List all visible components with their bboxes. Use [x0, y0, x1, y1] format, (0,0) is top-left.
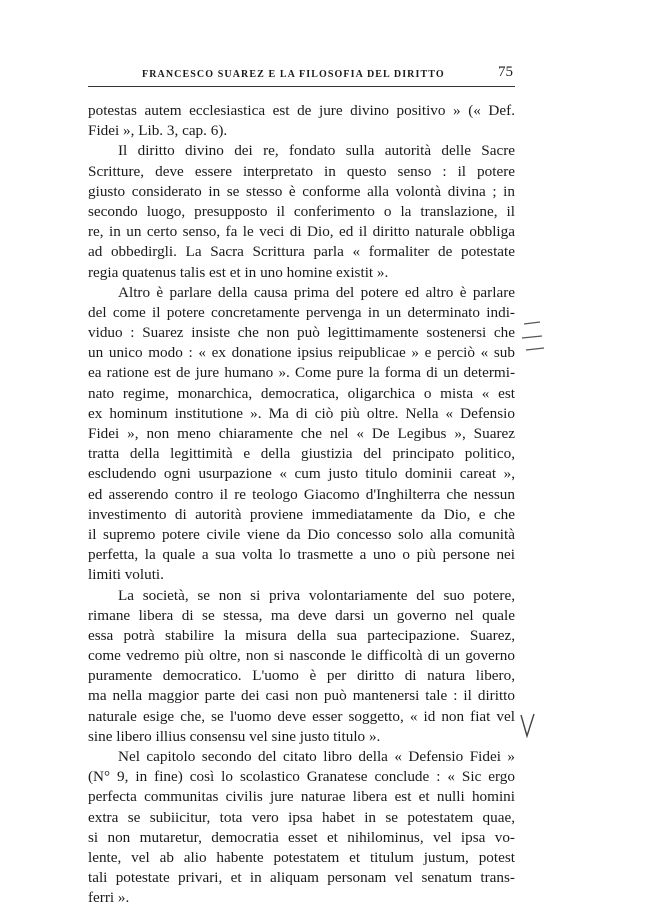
- text-line: un unico modo : « ex donatione ipsius reipublicae » e perciò « sub: [88, 344, 515, 362]
- text-line: giusto considerato in se stesso è conforme alla volontà divina ; in: [88, 182, 515, 200]
- text-line: ex hominum institutione ». Ma di ciò più oltre. Nella « Defensio: [88, 404, 515, 422]
- text-line: Il diritto divino dei re, fondato sulla autorità delle Sacre: [118, 142, 515, 160]
- text-line: essa potrà stabilire la misura della sua partecipazione. Suarez,: [88, 626, 515, 644]
- text-line: limiti voluti.: [88, 566, 164, 584]
- text-line: Nel capitolo secondo del citato libro della « Defensio Fidei »: [118, 748, 515, 765]
- text-line: il supremo potere civile viene da Dio concesso solo alla comunità: [88, 525, 515, 543]
- running-title: FRANCESCO SUAREZ E LA FILOSOFIA DEL DIRITTO: [142, 69, 445, 80]
- text-line: (N° 9, in fine) così lo scolastico Granatese conclude : « Sic ergo: [88, 768, 515, 786]
- text-line: Fidei », Lib. 3, cap. 6).: [88, 122, 228, 140]
- text-line: investimento di autorità proviene immediatamente da Dio, e che: [88, 505, 515, 523]
- text-line: nato regime, monarchica, democratica, oligarchica o mista « est: [88, 384, 515, 402]
- margin-pencil-mark: [520, 318, 546, 358]
- text-line: ma nella maggior parte dei casi non può mantenersi tale : il diritto: [88, 687, 515, 705]
- text-line: ferri ».: [88, 889, 130, 907]
- text-line: tratta della legittimità e della giustizia del principato politico,: [88, 445, 515, 463]
- text-line: secondo luogo, presupposto il conferimento o la translazione, il: [88, 202, 515, 220]
- text-line: perfecta communitas civilis jure naturae libera est et nulli homini: [88, 788, 515, 806]
- page-number: 75: [498, 64, 513, 80]
- text-line: puramente democratico. L'uomo è per diritto di natura libero,: [88, 667, 515, 685]
- text-line: del come il potere concretamente pervenga in un determinato indi-: [88, 303, 515, 321]
- running-header: [88, 64, 515, 87]
- text-line: come vedremo più oltre, non si nasconde le difficoltà di un governo: [88, 647, 515, 665]
- text-line: re, in un certo senso, fa le veci di Dio, ed il diritto naturale obbliga: [88, 223, 515, 241]
- text-line: naturale esige che, se l'uomo deve esser soggetto, « id non fiat vel: [88, 707, 515, 725]
- text-line: lente, vel ab alio habente potestatem et titulum justum, potest: [88, 848, 515, 866]
- text-line: ea ratione est de jure humano ». Come pure la forma di un determi-: [88, 364, 515, 382]
- text-line: Altro è parlare della causa prima del potere ed altro è parlare: [118, 283, 515, 301]
- text-line: La società, se non si priva volontariamente del suo potere,: [118, 586, 515, 604]
- text-line: potestas autem ecclesiastica est de jure divino positivo » (« Def.: [88, 102, 515, 119]
- text-line: Scritture, deve essere interpretato in questo senso : il potere: [88, 162, 515, 180]
- text-line: tali potestate privari, et in aliquam personam vel senatum trans-: [88, 869, 515, 887]
- text-line: escludendo ogni usurpazione « cum justo titulo dominii careat »,: [88, 465, 515, 483]
- text-line: sine libero illius consensu vel sine justo titulo ».: [88, 727, 381, 745]
- text-line: ed asserendo contro il re teologo Giacomo d'Inghilterra che nessun: [88, 485, 515, 503]
- text-line: perfetta, la quale a sua volta lo trasmette a uno o più persone nei: [88, 546, 515, 564]
- text-line: rimane libera di se stessa, ma deve darsi un governo nel quale: [88, 606, 515, 624]
- margin-check-mark: [518, 712, 538, 740]
- text-line: regia quatenus talis est et in uno homine existit ».: [88, 263, 389, 281]
- text-line: ad obbedirgli. La Sacra Scrittura parla « formaliter de potestate: [88, 243, 515, 261]
- body-text: [88, 101, 515, 909]
- text-line: viduo : Suarez insiste che non può legittimamente sostenersi che: [88, 324, 515, 342]
- text-line: Fidei », non meno chiaramente che nel « De Legibus », Suarez: [88, 425, 515, 442]
- text-line: si non mutaretur, democratia esset et nihilominus, vel ipsa vo-: [88, 828, 515, 846]
- text-line: extra se subiicitur, tota vero ipsa habet in se potestatem quae,: [88, 808, 515, 826]
